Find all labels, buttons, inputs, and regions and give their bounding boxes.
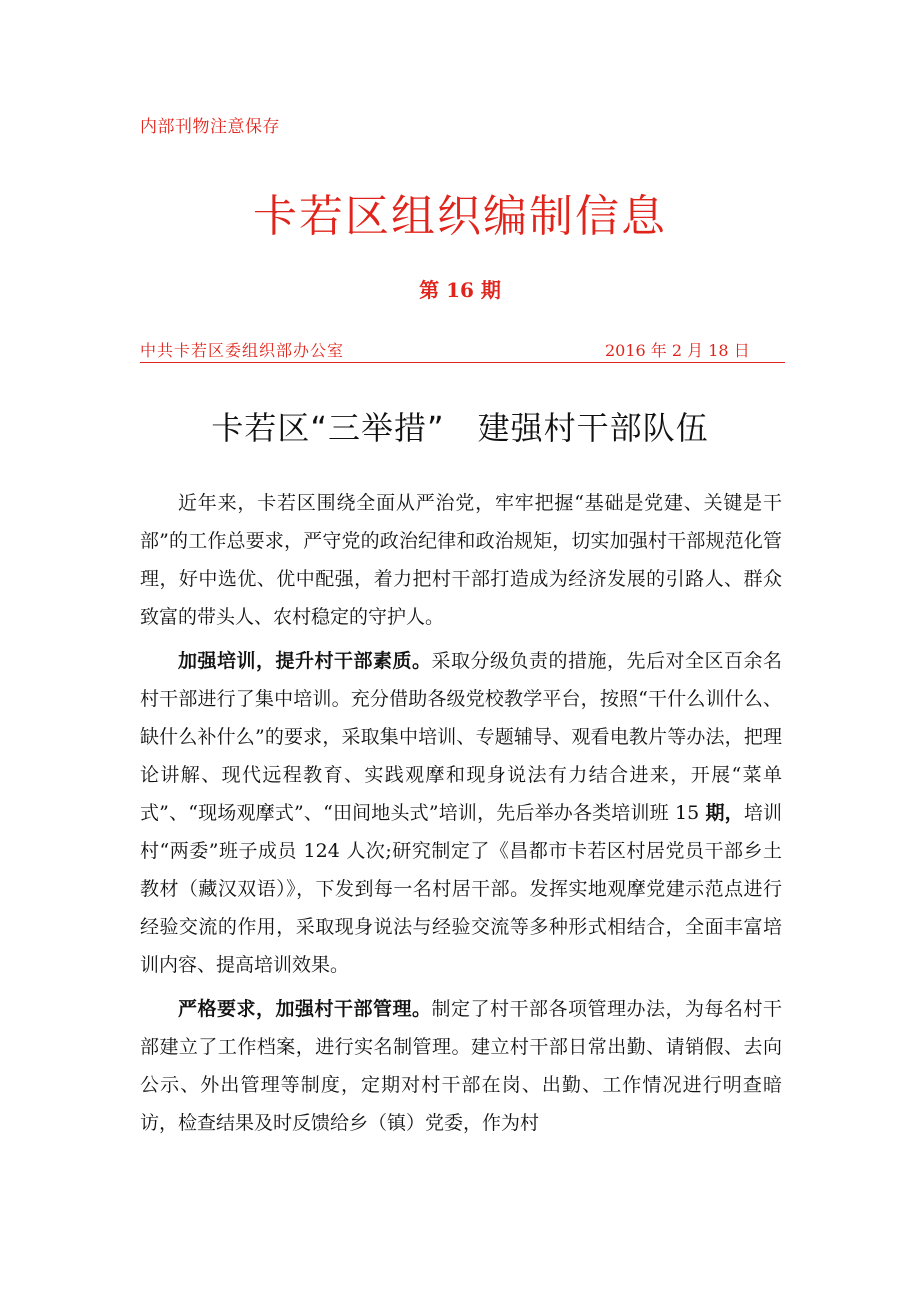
paragraph-management (140, 990, 782, 1142)
article-title: 卡若区“三举措” 建强村干部队伍 (211, 409, 709, 447)
paragraph-management-text: 制定了村干部各项管理办法，为每名村干部建立了工作档案，进行实名制管理。建立村干部日常出勤、请销假、去向公示、外出管理等制度，定期对村干部在岗、出勤、工作情况进行明查暗访，检查结果及时反馈给乡（镇）党委，作为村 (140, 998, 782, 1134)
paragraph-management-lead: 严格要求，加强村干部管理。 (178, 998, 432, 1020)
paragraph-training-text-b: 培训村“两委”班子成员 124 人次;研究制定了《昌都市卡若区村居党员干部乡土教材（藏汉双语）》，下发到每一名村居干部。发挥实地观摩党建示范点进行经验交流的作用，采取现身说法与经验交流等多种形式相结合，全面丰富培训内容、提高培训效果。 (140, 802, 782, 976)
paragraph-training-lead: 加强培训，提升村干部素质。 (178, 650, 432, 672)
issue-date: 2016 年 2 月 18 日 (605, 341, 750, 360)
paragraph-training-bold: 期， (705, 802, 744, 824)
paragraph-intro: 近年来，卡若区围绕全面从严治党，牢牢把握“基础是党建、关键是干部”的工作总要求，严守党的政治纪律和政治规矩，切实加强村干部规范化管理，好中选优、优中配强，着力把村干部打造成为经济发展的引路人、群众致富的带头人、农村稳定的守护人。 (140, 492, 782, 628)
internal-notice: 内部刊物注意保存 (140, 117, 280, 137)
article-body (140, 484, 782, 1142)
header-divider (140, 362, 785, 363)
issuer-row (140, 338, 785, 362)
masthead-title: 卡若区组织编制信息 (253, 191, 667, 242)
paragraph-training (140, 642, 782, 984)
issuer: 中共卡若区委组织部办公室 (140, 341, 345, 360)
paragraph-training-text-a: 采取分级负责的措施，先后对全区百余名村干部进行了集中培训。充分借助各级党校教学平台，按照“干什么训什么、缺什么补什么”的要求，采取集中培训、专题辅导、观看电教片等办法，把理论讲解、现代远程教育、实践观摩和现身说法有力结合进来，开展“菜单式”、“现场观摩式”、“田间地头式”培训，先后举办各类培训班 15 (140, 650, 782, 824)
issue-number: 第 16 期 (419, 278, 501, 302)
